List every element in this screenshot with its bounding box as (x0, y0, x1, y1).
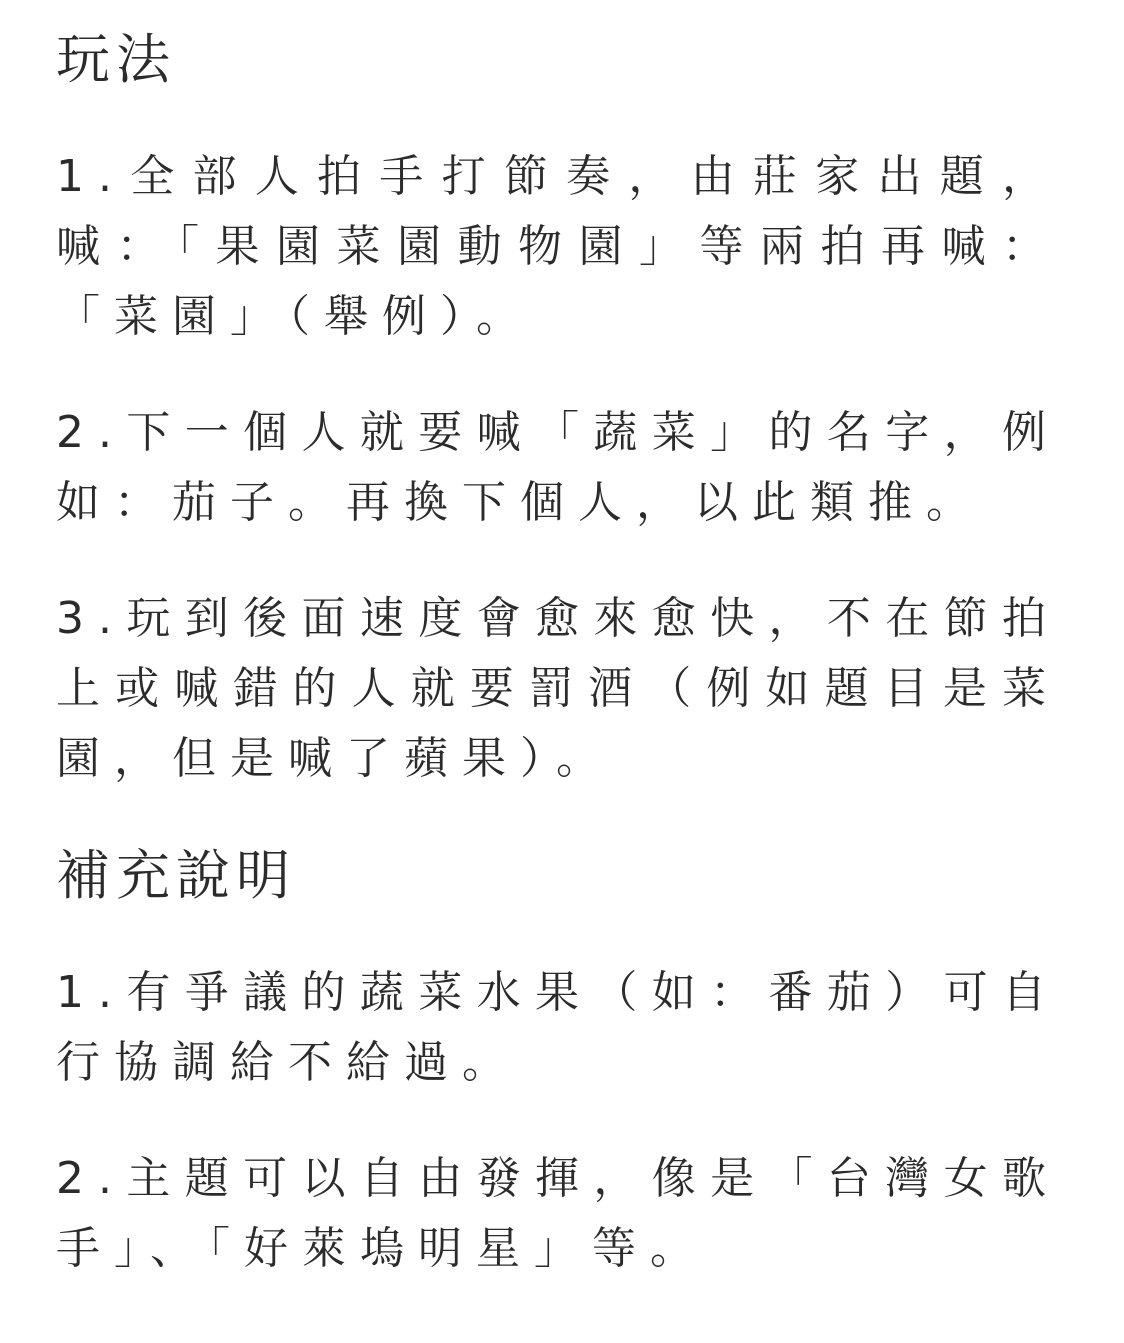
note-paragraph: 1.有爭議的蔬菜水果（如：番茄）可自行協調給不給過。 (56, 967, 1060, 1088)
note-paragraph: 2.主題可以自由發揮，像是「台灣女歌手」、「好萊塢明星」等。 (56, 1153, 1060, 1274)
rule-paragraph: 1.全部人拍手打節奏，由莊家出題，喊：「果園菜園動物園」等兩拍再喊：「菜園」（舉例）。 (56, 151, 1060, 342)
rule-paragraph: 2.下一個人就要喊「蔬菜」的名字，例如：茄子。再換下個人，以此類推。 (56, 407, 1060, 528)
article-content (56, 24, 1060, 1284)
section-title-rules: 玩法 (56, 28, 176, 91)
section-title-notes: 補充說明 (56, 844, 296, 907)
rule-paragraph: 3.玩到後面速度會愈來愈快，不在節拍上或喊錯的人就要罰酒（例如題目是菜園，但是喊了蘋果）。 (56, 593, 1060, 784)
